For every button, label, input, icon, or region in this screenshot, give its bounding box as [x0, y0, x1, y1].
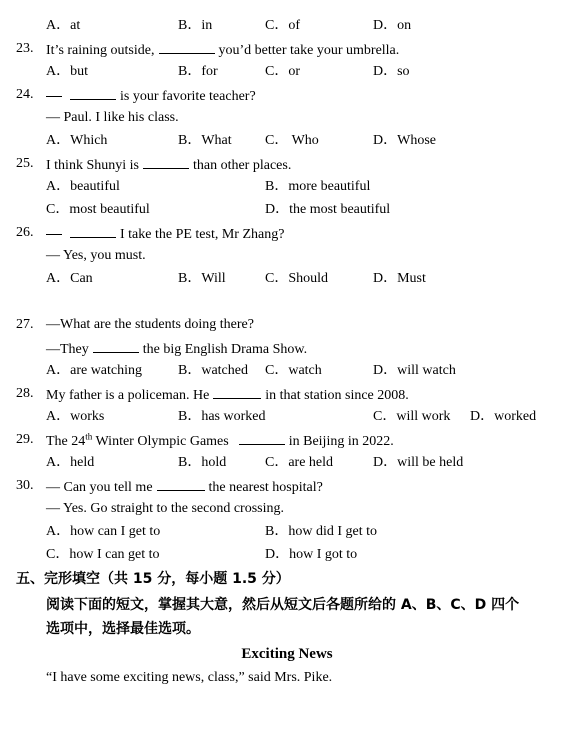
q28-option-b: B．has worked	[178, 409, 266, 424]
q29-before-post: Winter Olympic Games	[95, 434, 229, 449]
q23-option-b: B．for	[178, 64, 218, 79]
q28-blank	[213, 384, 261, 399]
section5-heading: 五、完形填空（共 15 分，每小题 1.5 分）	[16, 571, 290, 587]
q26-option-a: A．Can	[46, 271, 93, 286]
q27-number: 27.	[16, 317, 34, 332]
q27-line1: —What are the students doing there?	[46, 317, 254, 332]
q28-after: in that station since 2008.	[265, 388, 409, 403]
q28-option-a: A．works	[46, 409, 105, 424]
section5-instruction-line2: 选项中，选择最佳选项。	[46, 621, 200, 637]
q24-line1-after: is your favorite teacher?	[120, 89, 256, 104]
q30-option-c: C．how I can get to	[46, 547, 160, 562]
q24-blank	[70, 85, 116, 100]
q28-option-c: C．will work	[373, 409, 451, 424]
q29-option-d: D．will be held	[373, 455, 464, 470]
passage-first-line-text: “I have some exciting news, class,” said Mrs. Pike.	[46, 670, 333, 685]
q23-before: It’s raining outside,	[46, 43, 155, 58]
q30-blank	[157, 476, 205, 491]
q25-before: I think Shunyi is	[46, 158, 139, 173]
section5-instruction-line1: 阅读下面的短文，掌握其大意，然后从短文后各题所给的 A、B、C、D 四个	[46, 597, 520, 613]
q25-number: 25.	[16, 156, 34, 171]
q30-option-b: B．how did I get to	[265, 524, 377, 539]
q29-after: in Beijing in 2022.	[288, 434, 394, 449]
q25-blank	[143, 154, 189, 169]
q26-line1-after: I take the PE test, Mr Zhang?	[120, 227, 285, 242]
q29-before-pre: The 24	[46, 434, 86, 449]
q24-dash	[46, 96, 62, 97]
q26-dash	[46, 234, 62, 235]
q24-line2: — Paul. I like his class.	[46, 110, 179, 125]
q23-after: you’d better take your umbrella.	[218, 43, 400, 58]
q25-option-d: D．the most beautiful	[265, 202, 391, 217]
q23-number: 23.	[16, 41, 34, 56]
q25-option-b: B．more beautiful	[265, 179, 371, 194]
q28-option-d: D．worked	[470, 409, 537, 424]
q26-option-c: C．Should	[265, 271, 329, 286]
q29-option-b: B．hold	[178, 455, 227, 470]
q23-option-a: A．but	[46, 64, 88, 79]
q27-line2-after: the big English Drama Show.	[142, 342, 308, 357]
q27-option-d: D．will watch	[373, 363, 456, 378]
q24-option-c: C． Who	[265, 133, 319, 148]
q27-blank	[93, 338, 139, 353]
q26-blank	[70, 223, 116, 238]
q24-option-b: B．What	[178, 133, 232, 148]
q25-after: than other places.	[192, 158, 292, 173]
q27-option-b: B．watched	[178, 363, 248, 378]
q30-option-d: D．how I got to	[265, 547, 358, 562]
q23-option-d: D．so	[373, 64, 410, 79]
q30-line1-before: — Can you tell me	[46, 480, 153, 495]
q27-line2-before: —They	[46, 342, 89, 357]
q27-option-c: C．watch	[265, 363, 322, 378]
q26-number: 26.	[16, 225, 34, 240]
q22-option-d: D．on	[373, 18, 412, 33]
q25-option-a: A．beautiful	[46, 179, 120, 194]
q29-blank	[239, 430, 285, 445]
q30-option-a: A．how can I get to	[46, 524, 161, 539]
q30-line1-after: the nearest hospital?	[208, 480, 323, 495]
q27-option-a: A．are watching	[46, 363, 143, 378]
q22-option-a: A．at	[46, 18, 81, 33]
q26-option-d: D．Must	[373, 271, 426, 286]
q22-option-c: C．of	[265, 18, 300, 33]
q23-blank	[159, 39, 215, 54]
q24-number: 24.	[16, 87, 34, 102]
passage-title: Exciting News	[241, 646, 333, 662]
q25-option-c: C．most beautiful	[46, 202, 150, 217]
q24-option-a: A．Which	[46, 133, 108, 148]
q28-number: 28.	[16, 386, 34, 401]
q26-line2: — Yes, you must.	[46, 248, 146, 263]
q29-option-c: C．are held	[265, 455, 334, 470]
q29-before-sup: th	[85, 431, 93, 442]
q30-number: 30.	[16, 478, 34, 493]
q23-option-c: C．or	[265, 64, 300, 79]
q28-before: My father is a policeman. He	[46, 388, 210, 403]
q29-option-a: A．held	[46, 455, 95, 470]
q30-line2: — Yes. Go straight to the second crossing.	[46, 501, 284, 516]
q29-number: 29.	[16, 432, 34, 447]
q26-option-b: B．Will	[178, 271, 226, 286]
q24-option-d: D．Whose	[373, 133, 436, 148]
q22-option-b: B．in	[178, 18, 213, 33]
